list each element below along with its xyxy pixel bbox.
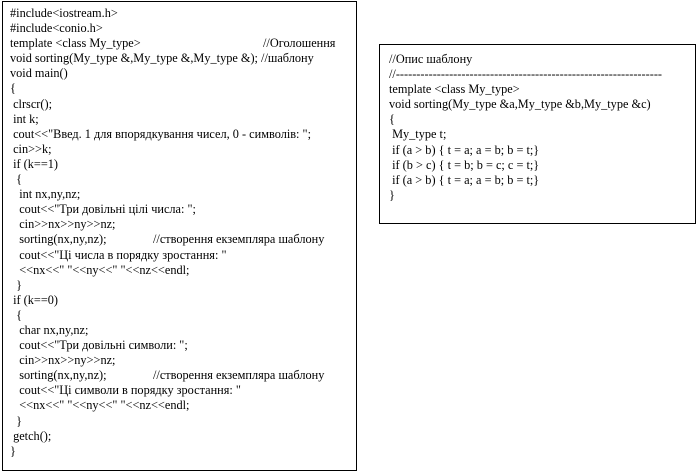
code-line-5: void main() bbox=[10, 66, 68, 81]
template-declaration: template <class My_type> bbox=[10, 36, 141, 51]
sorting-call: sorting(nx,ny,nz); bbox=[10, 232, 107, 247]
code-line-4: void sorting(My_type &,My_type &,My_type &); //шаблону bbox=[10, 51, 314, 66]
code-line-19: } bbox=[10, 277, 23, 292]
template-line-10: } bbox=[389, 187, 395, 202]
template-line-4: void sorting(My_type &a,My_type &b,My_type &c) bbox=[389, 97, 651, 112]
code-line-2: #include<conio.h> bbox=[10, 21, 103, 36]
code-line-12: { bbox=[10, 172, 23, 187]
instance-comment-1: //створення екземпляра шаблону bbox=[153, 232, 325, 247]
sorting-call: sorting(nx,ny,nz); bbox=[10, 368, 107, 383]
main-program-code-box bbox=[2, 1, 357, 471]
code-line-14: cout<<"Три довільні цілі числа: "; bbox=[10, 202, 196, 217]
code-line-9: cout<<"Введ. 1 для впорядкування чисел, 0 - символів: "; bbox=[10, 126, 311, 141]
code-line-28: } bbox=[10, 413, 23, 428]
code-line-11: if (k==1) bbox=[10, 156, 59, 171]
template-definition-code-box bbox=[379, 44, 696, 224]
code-line-20: if (k==0) bbox=[10, 292, 59, 307]
template-line-7: if (a > b) { t = a; a = b; b = t;} bbox=[389, 142, 540, 157]
instance-comment-2: //створення екземпляра шаблону bbox=[153, 368, 325, 383]
code-line-18: <<nx<<" "<<ny<<" "<<nz<<endl; bbox=[10, 262, 190, 277]
template-line-3: template <class My_type> bbox=[389, 82, 520, 97]
code-line-1: #include<iostream.h> bbox=[10, 6, 118, 20]
code-line-26: cout<<"Ці символи в порядку зростання: " bbox=[10, 383, 241, 398]
code-line-17: cout<<"Ці числа в порядку зростання: " bbox=[10, 247, 227, 262]
code-line-10: cin>>k; bbox=[10, 141, 52, 156]
code-line-27: <<nx<<" "<<ny<<" "<<nz<<endl; bbox=[10, 398, 190, 413]
code-line-13: int nx,ny,nz; bbox=[10, 187, 81, 202]
code-line-7: clrscr(); bbox=[10, 96, 52, 111]
template-line-6: My_type t; bbox=[389, 127, 447, 142]
code-line-8: int k; bbox=[10, 111, 39, 126]
code-line-30: } bbox=[10, 443, 16, 458]
code-line-24: cin>>nx>>ny>>nz; bbox=[10, 353, 116, 368]
code-line-16 bbox=[10, 232, 356, 247]
code-line-3 bbox=[10, 36, 356, 51]
template-comment-title: //Опис шаблону bbox=[389, 52, 473, 66]
code-line-29: getch(); bbox=[10, 428, 52, 443]
code-line-22: char nx,ny,nz; bbox=[10, 322, 89, 337]
declaration-comment: //Оголошення bbox=[263, 36, 336, 51]
code-line-6: { bbox=[10, 81, 16, 96]
template-line-9: if (a > b) { t = a; a = b; b = t;} bbox=[389, 172, 540, 187]
template-line-8: if (b > c) { t = b; b = c; c = t;} bbox=[389, 157, 540, 172]
template-line-5: { bbox=[389, 112, 395, 127]
code-line-21: { bbox=[10, 307, 23, 322]
template-comment-separator: //----------------------------------------------------------------- bbox=[389, 67, 663, 82]
code-line-23: cout<<"Три довільні символи: "; bbox=[10, 338, 188, 353]
code-line-25 bbox=[10, 368, 356, 383]
code-line-15: cin>>nx>>ny>>nz; bbox=[10, 217, 116, 232]
